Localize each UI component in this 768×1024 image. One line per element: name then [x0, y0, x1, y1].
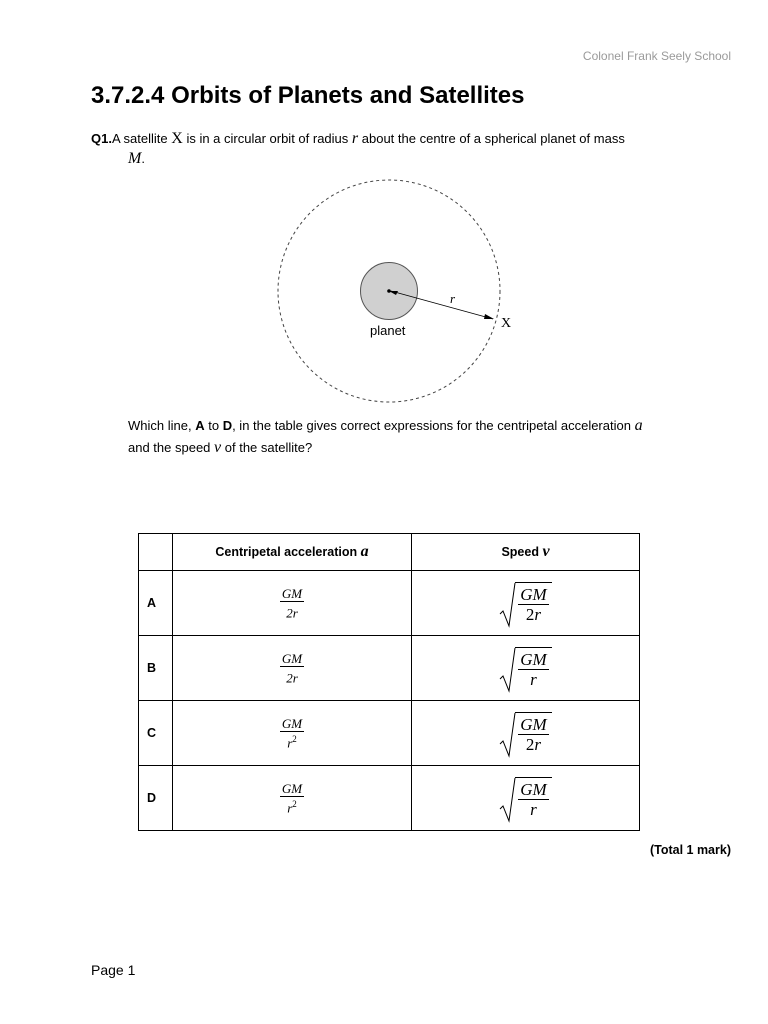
question-period: . — [141, 151, 145, 166]
fraction-denominator: 2r — [286, 670, 298, 686]
school-name: Colonel Frank Seely School — [582, 49, 731, 63]
header-speed — [412, 534, 640, 571]
satellite-symbol: X — [171, 130, 183, 147]
arrowhead-satellite — [484, 314, 494, 319]
question-number: Q1. — [91, 131, 112, 146]
page-title: 3.7.2.4 Orbits of Planets and Satellites — [91, 82, 525, 109]
sqrt-denominator: r — [530, 799, 537, 819]
sqrt-numerator: GM — [520, 584, 547, 604]
fraction-denominator: $r^2$ — [287, 733, 297, 751]
question-prompt — [128, 415, 728, 459]
speed-symbol: v — [214, 439, 222, 456]
header-acceleration-label: Centripetal acceleration — [215, 545, 358, 559]
sqrt-denominator: r — [530, 669, 537, 689]
answer-table — [138, 533, 640, 831]
prompt-to-word: to — [208, 418, 220, 433]
speed-sqrt — [499, 647, 551, 690]
speed-sqrt — [499, 712, 551, 755]
table-row[interactable] — [139, 766, 640, 831]
question-text-1: A satellite — [111, 131, 168, 146]
row-label: D — [139, 766, 173, 831]
speed-cell — [412, 766, 640, 831]
speed-cell — [412, 701, 640, 766]
fraction-denominator: $r^2$ — [287, 798, 297, 816]
orbit-diagram — [265, 178, 515, 408]
speed-sqrt — [499, 777, 551, 820]
acceleration-cell — [173, 571, 412, 636]
row-label: B — [139, 636, 173, 701]
speed-sqrt — [499, 582, 551, 625]
prompt-text-1: Which line, — [128, 418, 192, 433]
fraction-denominator: 2r — [286, 605, 298, 621]
speed-cell — [412, 571, 640, 636]
planet-label: planet — [370, 323, 406, 338]
table-header-row — [139, 534, 640, 571]
sqrt-numerator: GM — [520, 649, 547, 669]
radius-symbol: r — [351, 130, 359, 147]
acceleration-fraction — [280, 586, 304, 620]
question-text-2: is in a circular orbit of radius — [186, 131, 349, 146]
header-acceleration — [173, 534, 412, 571]
fraction-numerator: GM — [281, 650, 303, 666]
prompt-to: D — [222, 418, 233, 433]
sqrt-denominator: 2r — [525, 734, 542, 754]
acceleration-fraction — [280, 716, 304, 750]
question-text-3: about the centre of a spherical planet of mass — [361, 131, 625, 146]
radius-label: r — [450, 291, 456, 306]
row-label: C — [139, 701, 173, 766]
speed-cell — [412, 636, 640, 701]
prompt-from: A — [195, 418, 205, 433]
fraction-numerator: GM — [281, 715, 303, 731]
sqrt-numerator: GM — [520, 779, 547, 799]
fraction-numerator: GM — [281, 780, 303, 796]
prompt-text-2: , in the table gives correct expressions for the centripetal acceleration — [232, 418, 631, 433]
acceleration-fraction — [280, 781, 304, 815]
question-text — [91, 129, 711, 169]
acceleration-cell — [173, 636, 412, 701]
header-speed-symbol: v — [542, 543, 550, 560]
acceleration-cell — [173, 701, 412, 766]
table-row[interactable] — [139, 701, 640, 766]
header-acceleration-symbol: a — [360, 543, 369, 560]
mass-symbol: M — [128, 150, 142, 167]
table-row[interactable] — [139, 636, 640, 701]
sqrt-numerator: GM — [520, 714, 547, 734]
accel-symbol: a — [634, 417, 643, 434]
acceleration-cell — [173, 766, 412, 831]
fraction-numerator: GM — [281, 585, 303, 601]
sqrt-symbol-icon — [499, 647, 517, 693]
header-speed-label: Speed — [501, 545, 539, 559]
total-mark: (Total 1 mark) — [649, 843, 731, 857]
acceleration-fraction — [280, 651, 304, 685]
prompt-text-3: and the speed — [128, 440, 211, 455]
prompt-text-4: of the satellite? — [224, 440, 313, 455]
sqrt-symbol-icon — [499, 777, 517, 823]
row-label: A — [139, 571, 173, 636]
header-empty-cell — [139, 534, 173, 571]
satellite-label: X — [501, 316, 512, 331]
page-number: Page 1 — [91, 962, 136, 978]
table-row[interactable] — [139, 571, 640, 636]
sqrt-denominator: 2r — [525, 604, 542, 624]
sqrt-symbol-icon — [499, 712, 517, 758]
sqrt-symbol-icon — [499, 582, 517, 628]
